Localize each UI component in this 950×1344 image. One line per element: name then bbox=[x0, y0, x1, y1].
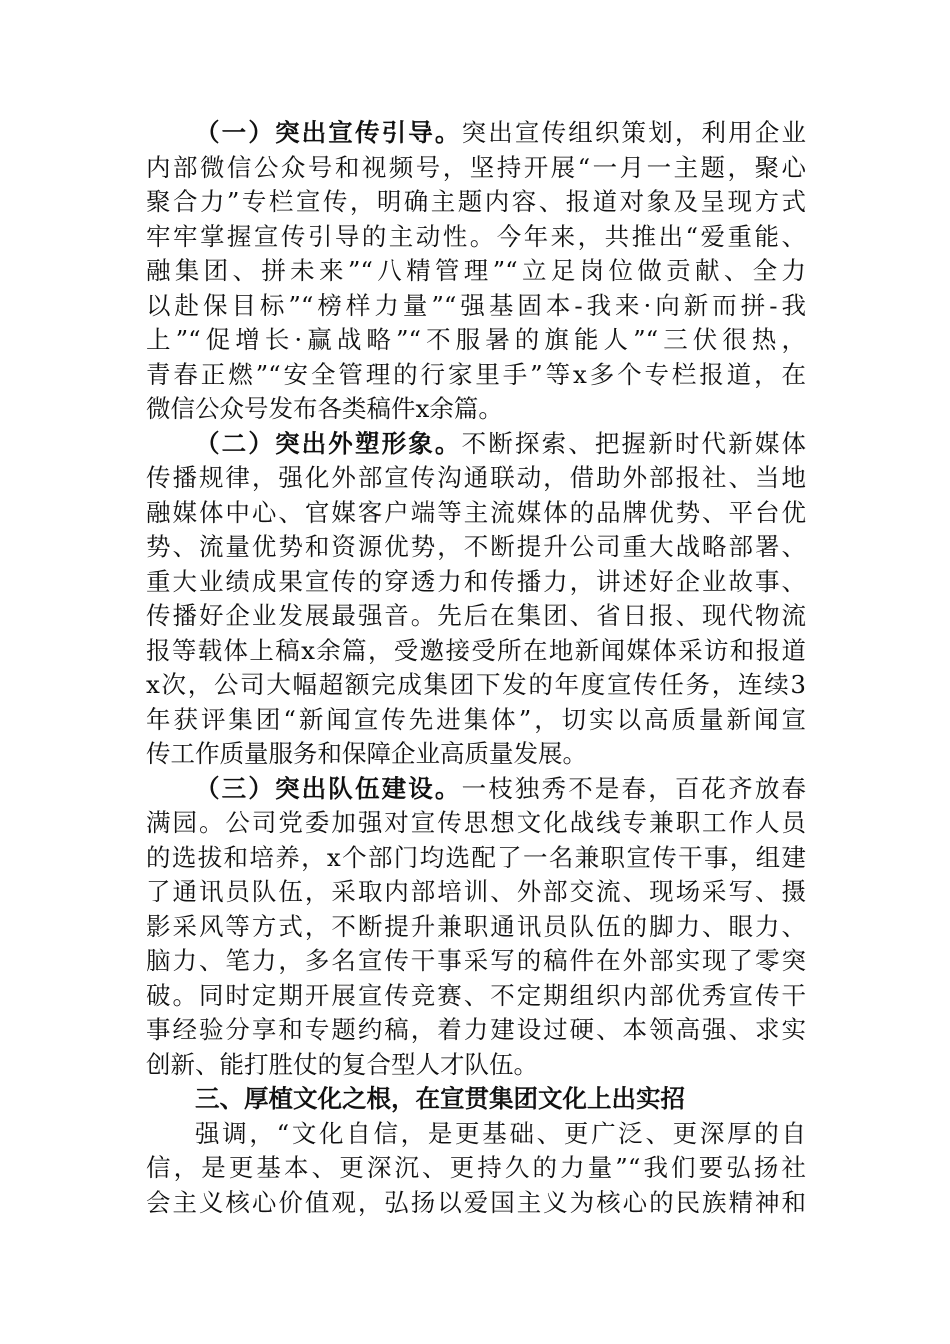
paragraph-line bbox=[146, 427, 806, 462]
paragraph-line: 内部微信公众号和视频号，坚持开展“一月一主题，聚心 bbox=[146, 152, 806, 182]
paragraph-line: 聚合力”专栏宣传，明确主题内容、报道对象及呈现方式 bbox=[146, 187, 806, 216]
paragraph-line: 的选拔和培养，x个部门均选配了一名兼职宣传干事，组建 bbox=[146, 842, 806, 872]
paragraph-line: 强调，“文化自信，是更基础、更广泛、更深厚的自 bbox=[195, 1118, 806, 1148]
paragraph-line: 以赴保目标”“榜样力量”“强基固本-我来·向新而拼-我 bbox=[146, 290, 806, 320]
paragraph-line: 上”“促增长·赢战略”“不服暑的旗能人”“三伏很热， bbox=[146, 325, 806, 354]
paragraph-line: 牢牢掌握宣传引导的主动性。今年来，共推出“爱重能、 bbox=[146, 221, 806, 251]
paragraph-line: 传播规律，强化外部宣传沟通联动，借助外部报社、当地 bbox=[146, 463, 806, 492]
paragraph-line: 微信公众号发布各类稿件x余篇。 bbox=[146, 394, 503, 423]
paragraph-line: 影采风等方式，不断提升兼职通讯员队伍的脚力、眼力、 bbox=[146, 911, 806, 941]
paragraph-line: 融媒体中心、官媒客户端等主流媒体的品牌优势、平台优 bbox=[146, 497, 806, 527]
paragraph-line: 事经验分享和专题约稿，着力建设过硬、本领高强、求实 bbox=[146, 1015, 806, 1044]
section-lead-heading: （二）突出外塑形象。 bbox=[195, 428, 462, 458]
section-heading: 三、厚植文化之根，在宣贯集团文化上出实招 bbox=[195, 1084, 685, 1113]
paragraph-line: 传播好企业发展最强音。先后在集团、省日报、现代物流 bbox=[146, 601, 806, 630]
document-body bbox=[146, 116, 806, 1220]
paragraph-line: 满园。公司党委加强对宣传思想文化战线专兼职工作人员 bbox=[146, 808, 806, 837]
paragraph-text: 突出宣传组织策划，利用企业 bbox=[461, 118, 807, 147]
paragraph-line: 融集团、拼未来”“八精管理”“立足岗位做贡献、全力 bbox=[146, 256, 806, 285]
paragraph-line: 传工作质量服务和保障企业高质量发展。 bbox=[146, 739, 587, 768]
paragraph-line: 重大业绩成果宣传的穿透力和传播力，讲述好企业故事、 bbox=[146, 566, 806, 596]
paragraph-line: 信，是更基本、更深沉、更持久的力量”“我们要弘扬社 bbox=[146, 1153, 806, 1182]
paragraph-line: 年获评集团“新闻宣传先进集体”，切实以高质量新闻宣 bbox=[146, 704, 806, 734]
paragraph-line: 势、流量优势和资源优势，不断提升公司重大战略部署、 bbox=[146, 532, 806, 561]
paragraph-line: 报等载体上稿x余篇，受邀接受所在地新闻媒体采访和报道 bbox=[146, 635, 806, 665]
section-lead-heading: （一）突出宣传引导。 bbox=[195, 118, 462, 147]
paragraph-line: 创新、能打胜仗的复合型人才队伍。 bbox=[146, 1049, 538, 1079]
paragraph-line: 会主义核心价值观，弘扬以爱国主义为核心的民族精神和 bbox=[146, 1187, 806, 1217]
paragraph-text: 一枝独秀不是春，百花齐放春 bbox=[461, 773, 807, 803]
paragraph-line: 青春正燃”“安全管理的行家里手”等x多个专栏报道，在 bbox=[146, 359, 806, 389]
paragraph-line bbox=[146, 772, 806, 807]
paragraph-line: x次，公司大幅超额完成集团下发的年度宣传任务，连续3 bbox=[146, 670, 806, 699]
paragraph-line: 破。同时定期开展宣传竞赛、不定期组织内部优秀宣传干 bbox=[146, 980, 806, 1010]
paragraph-line: 了通讯员队伍，采取内部培训、外部交流、现场采写、摄 bbox=[146, 877, 806, 906]
paragraph-line bbox=[146, 116, 806, 151]
paragraph-line: 脑力、笔力，多名宣传干事采写的稿件在外部实现了零突 bbox=[146, 946, 806, 975]
paragraph-text: 不断探索、把握新时代新媒体 bbox=[461, 428, 807, 458]
section-lead-heading: （三）突出队伍建设。 bbox=[195, 773, 462, 803]
